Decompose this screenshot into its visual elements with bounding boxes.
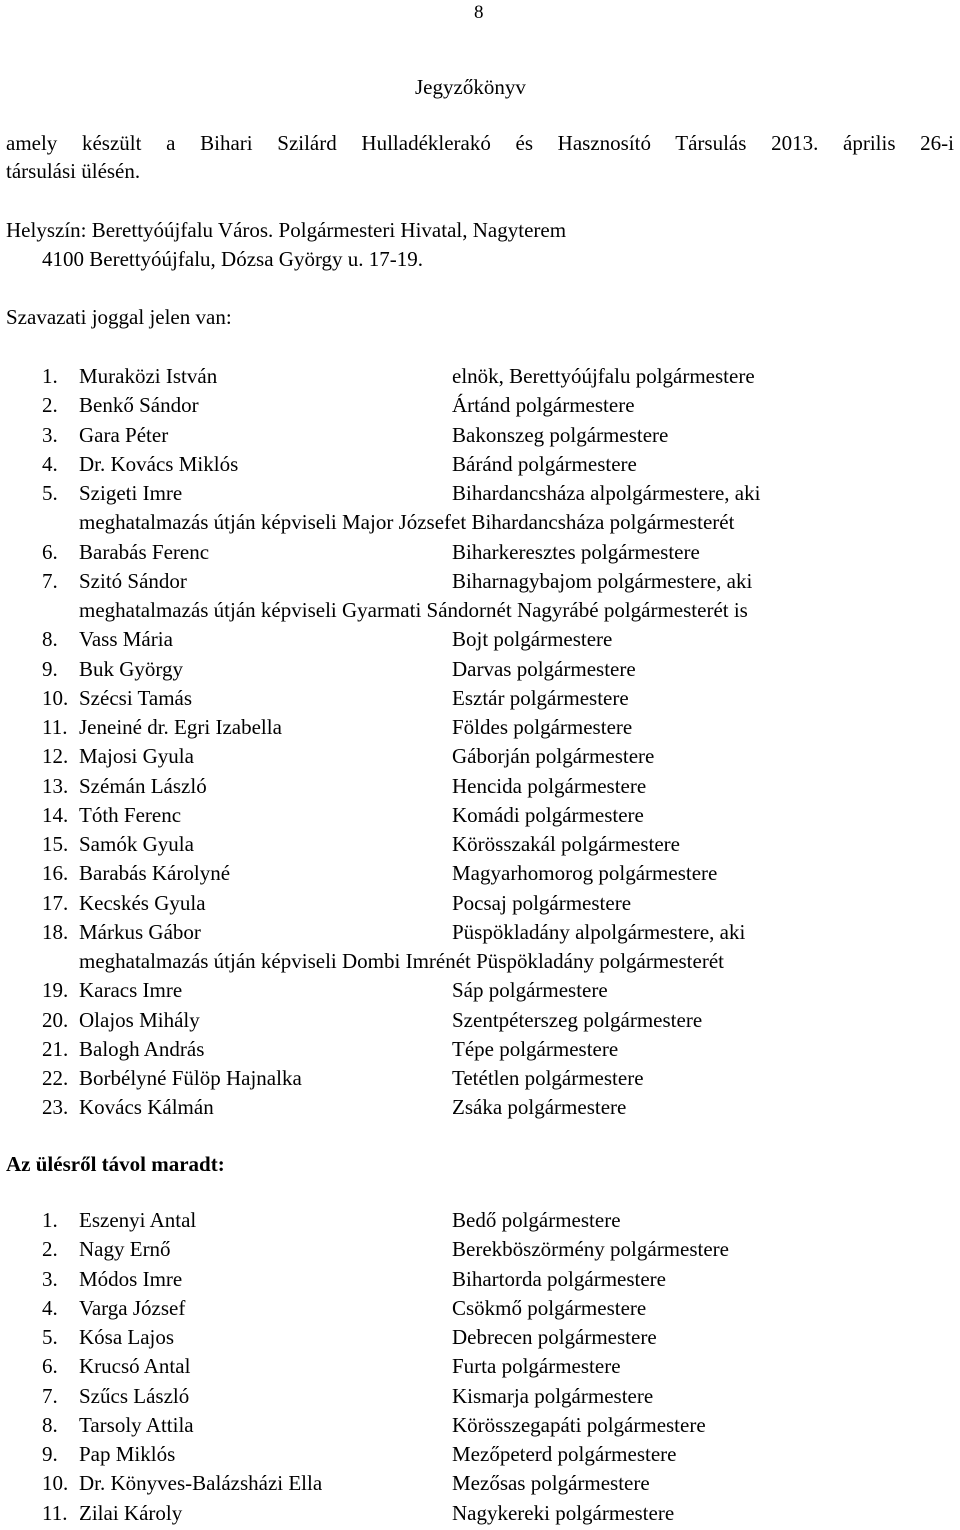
member-name: Pap Miklós xyxy=(79,1442,176,1466)
member-number: 9. xyxy=(42,656,58,681)
member-role: Csökmő polgármestere xyxy=(452,1295,647,1320)
member-row xyxy=(0,481,960,510)
member-number: 14. xyxy=(42,802,69,827)
member-row xyxy=(0,1296,960,1325)
member-role-continuation: meghatalmazás útján képviseli Major Józsefet Bihardancsháza polgármesterét xyxy=(79,510,735,535)
member-row xyxy=(0,657,960,686)
member-name: Dr. Könyves-Balázsházi Ella xyxy=(79,1471,323,1496)
member-name: Vass Mária xyxy=(79,627,173,652)
member-row xyxy=(0,1442,960,1471)
member-name: Tarsoly Attila xyxy=(79,1412,194,1437)
member-row xyxy=(0,1237,960,1266)
member-row xyxy=(0,540,960,569)
member-row xyxy=(0,715,960,744)
member-name: Borbélyné Fülöp Hajnalka xyxy=(79,1066,302,1090)
member-name: Barabás Ferenc xyxy=(79,539,210,564)
member-name: Zilai Károly xyxy=(79,1500,183,1525)
member-number: 10. xyxy=(42,1471,69,1496)
member-row xyxy=(0,1267,960,1296)
member-role: Hencida polgármestere xyxy=(452,773,647,798)
member-row xyxy=(0,1354,960,1383)
member-number: 20. xyxy=(42,1007,69,1032)
present-heading: Szavazati joggal jelen van: xyxy=(6,305,232,329)
member-name: Muraközi István xyxy=(79,364,218,388)
member-role: Sáp polgármestere xyxy=(452,978,608,1003)
member-number: 8. xyxy=(42,1412,58,1437)
member-name: Jeneiné dr. Egri Izabella xyxy=(79,715,282,739)
member-row xyxy=(0,861,960,890)
member-name: Módos Imre xyxy=(79,1266,183,1291)
member-role-continuation: meghatalmazás útján képviseli Dombi Imrénét Püspökladány polgármesterét xyxy=(79,949,724,973)
member-number: 2. xyxy=(42,393,58,418)
member-role: Pocsaj polgármestere xyxy=(452,890,632,915)
member-number: 3. xyxy=(42,1266,58,1291)
member-name: Szitó Sándor xyxy=(79,568,187,593)
member-number: 13. xyxy=(42,773,69,798)
member-number: 18. xyxy=(42,919,69,944)
intro-line-1: amely készült a Bihari Szilárd Hulladéklerakó és Hasznosító Társulás 2013. április 26-i xyxy=(6,131,954,155)
member-role: Bakonszeg polgármestere xyxy=(452,422,669,447)
member-row xyxy=(0,1384,960,1413)
member-name: Szűcs László xyxy=(79,1383,190,1408)
member-row xyxy=(0,364,960,393)
document-title: Jegyzőkönyv xyxy=(415,75,526,99)
member-name: Barabás Károlyné xyxy=(79,861,231,886)
member-name: Benkő Sándor xyxy=(79,393,199,418)
member-row xyxy=(0,744,960,773)
member-number: 4. xyxy=(42,451,58,476)
member-name: Gara Péter xyxy=(79,422,169,447)
member-number: 22. xyxy=(42,1066,69,1090)
member-number: 8. xyxy=(42,627,58,652)
member-name: Krucsó Antal xyxy=(79,1354,191,1379)
member-name: Buk György xyxy=(79,656,184,681)
member-number: 10. xyxy=(42,685,69,710)
venue-line-2: 4100 Berettyóújfalu, Dózsa György u. 17-19. xyxy=(42,247,424,271)
member-name: Dr. Kovács Miklós xyxy=(79,451,239,476)
member-number: 11. xyxy=(42,715,68,739)
member-number: 19. xyxy=(42,978,69,1003)
member-name: Márkus Gábor xyxy=(79,919,201,944)
member-number: 3. xyxy=(42,422,58,447)
member-row xyxy=(0,891,960,920)
member-role: Báránd polgármestere xyxy=(452,451,637,476)
member-role: Berekböszörmény polgármestere xyxy=(452,1237,729,1262)
member-role: Bedő polgármestere xyxy=(452,1208,621,1232)
member-name: Szigeti Imre xyxy=(79,481,183,505)
member-row xyxy=(0,1471,960,1500)
member-row xyxy=(0,627,960,656)
member-role: Püspökladány alpolgármestere, aki xyxy=(452,919,746,944)
member-role: Debrecen polgármestere xyxy=(452,1325,657,1349)
member-name: Samók Gyula xyxy=(79,832,194,856)
member-row xyxy=(0,1325,960,1354)
present-members-list xyxy=(0,364,960,1125)
member-number: 12. xyxy=(42,744,69,769)
member-row xyxy=(0,803,960,832)
member-name: Szécsi Tamás xyxy=(79,685,193,710)
member-role: Komádi polgármestere xyxy=(452,802,644,827)
member-row xyxy=(0,978,960,1007)
member-number: 1. xyxy=(42,1208,58,1232)
member-role: Tépe polgármestere xyxy=(452,1036,619,1061)
absent-heading: Az ülésről távol maradt: xyxy=(6,1152,225,1176)
member-number: 5. xyxy=(42,481,58,505)
member-row xyxy=(0,920,960,949)
member-name: Karacs Imre xyxy=(79,978,183,1003)
member-name: Kecskés Gyula xyxy=(79,890,206,915)
member-number: 21. xyxy=(42,1036,69,1061)
member-role-continuation: meghatalmazás útján képviseli Gyarmati Sándornét Nagyrábé polgármesterét is xyxy=(79,598,748,622)
member-number: 1. xyxy=(42,364,58,388)
member-role: Ártánd polgármestere xyxy=(452,393,635,418)
member-name: Varga József xyxy=(79,1295,186,1320)
member-role: Bihartorda polgármestere xyxy=(452,1266,666,1291)
member-row xyxy=(0,1501,960,1530)
member-number: 7. xyxy=(42,1383,58,1408)
member-number: 11. xyxy=(42,1500,68,1525)
member-number: 23. xyxy=(42,1095,69,1120)
member-name: Kósa Lajos xyxy=(79,1325,175,1349)
member-number: 9. xyxy=(42,1442,58,1466)
member-role: Biharkeresztes polgármestere xyxy=(452,539,700,564)
member-number: 15. xyxy=(42,832,69,856)
member-number: 2. xyxy=(42,1237,58,1262)
member-row xyxy=(0,423,960,452)
member-row xyxy=(0,569,960,598)
member-number: 6. xyxy=(42,539,58,564)
member-row xyxy=(0,774,960,803)
member-role: Kismarja polgármestere xyxy=(452,1383,654,1408)
member-name: Kovács Kálmán xyxy=(79,1095,214,1120)
member-name: Nagy Ernő xyxy=(79,1237,171,1262)
intro-line-2: társulási ülésén. xyxy=(6,159,141,183)
member-row xyxy=(0,1008,960,1037)
member-row xyxy=(0,393,960,422)
member-row xyxy=(0,1413,960,1442)
member-number: 4. xyxy=(42,1295,58,1320)
member-role: Zsáka polgármestere xyxy=(452,1095,627,1120)
member-number: 6. xyxy=(42,1354,58,1379)
member-role: Körösszegapáti polgármestere xyxy=(452,1412,706,1437)
member-role: Bojt polgármestere xyxy=(452,627,613,652)
member-role: Magyarhomorog polgármestere xyxy=(452,861,718,886)
member-role: Biharnagybajom polgármestere, aki xyxy=(452,568,753,593)
absent-members-list xyxy=(0,1208,960,1530)
member-role: Szentpéterszeg polgármestere xyxy=(452,1007,703,1032)
member-number: 5. xyxy=(42,1325,58,1349)
member-role: Bihardancsháza alpolgármestere, aki xyxy=(452,481,761,505)
member-role: Furta polgármestere xyxy=(452,1354,621,1379)
member-row xyxy=(0,452,960,481)
member-role: Nagykereki polgármestere xyxy=(452,1500,675,1525)
member-role: Tetétlen polgármestere xyxy=(452,1066,644,1090)
member-name: Olajos Mihály xyxy=(79,1007,200,1032)
member-number: 16. xyxy=(42,861,69,886)
member-row xyxy=(0,1208,960,1237)
member-name: Eszenyi Antal xyxy=(79,1208,197,1232)
member-row xyxy=(0,832,960,861)
member-role: Mezősas polgármestere xyxy=(452,1471,650,1496)
member-role: Esztár polgármestere xyxy=(452,685,629,710)
member-name: Szémán László xyxy=(79,773,207,798)
member-role: Mezőpeterd polgármestere xyxy=(452,1442,677,1466)
member-role: Körösszakál polgármestere xyxy=(452,832,680,856)
page-number: 8 xyxy=(474,2,484,23)
member-role: elnök, Berettyóújfalu polgármestere xyxy=(452,364,755,388)
member-row xyxy=(0,1037,960,1066)
member-role: Gáborján polgármestere xyxy=(452,744,655,769)
member-number: 17. xyxy=(42,890,69,915)
member-name: Majosi Gyula xyxy=(79,744,194,769)
member-role: Földes polgármestere xyxy=(452,715,633,739)
member-number: 7. xyxy=(42,568,58,593)
member-role: Darvas polgármestere xyxy=(452,656,636,681)
member-name: Balogh András xyxy=(79,1036,205,1061)
member-row xyxy=(0,1095,960,1124)
member-row xyxy=(0,686,960,715)
member-name: Tóth Ferenc xyxy=(79,802,182,827)
member-row xyxy=(0,1066,960,1095)
venue-line-1: Helyszín: Berettyóújfalu Város. Polgármesteri Hivatal, Nagyterem xyxy=(6,218,567,242)
